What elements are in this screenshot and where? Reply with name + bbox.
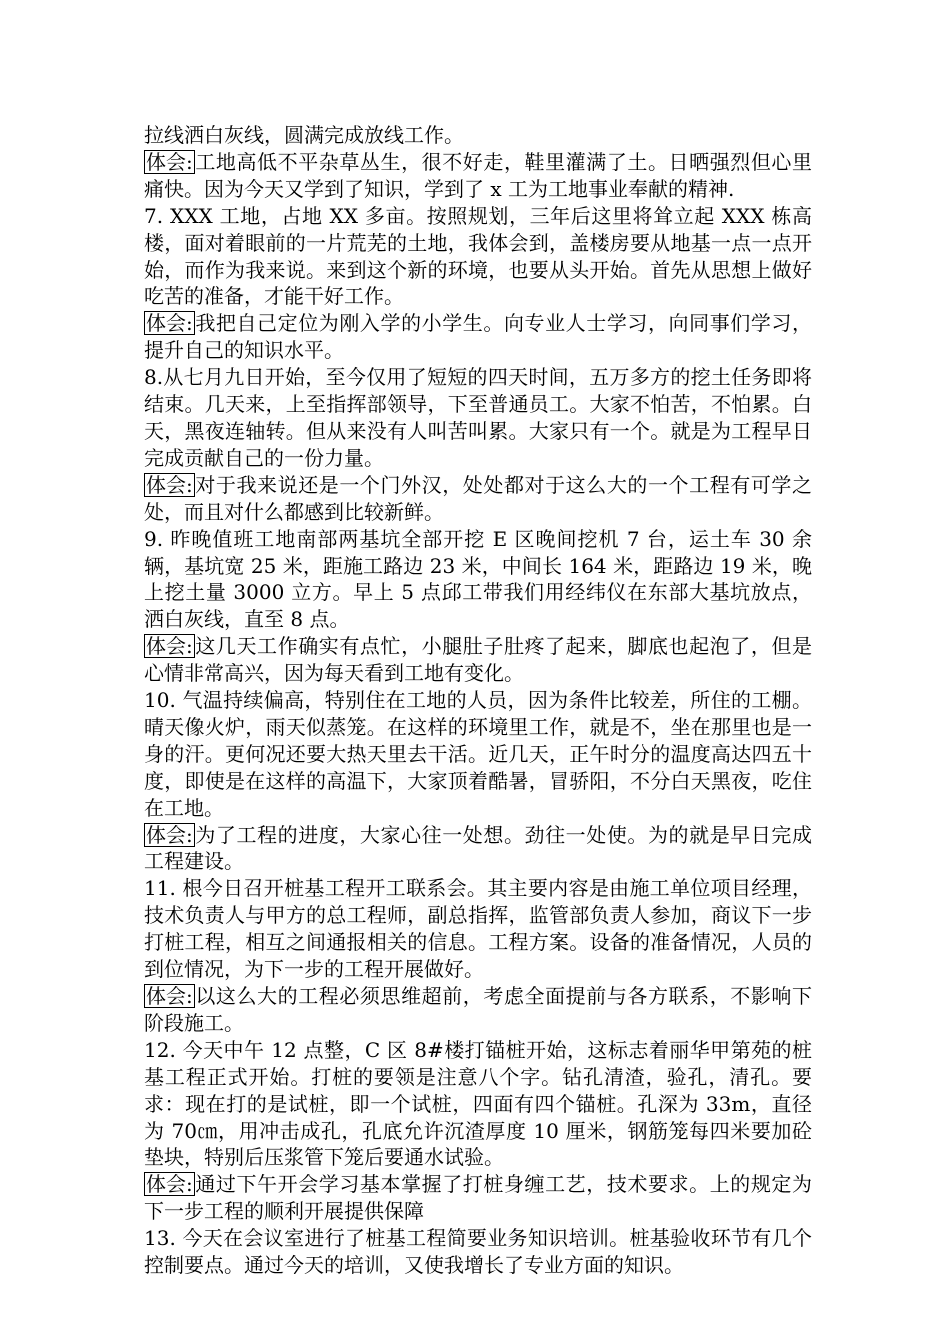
paragraph-text: 12. 今天中午 12 点整，C 区 8#楼打锚桩开始，这标志着丽华甲第苑的桩基工程正式开始。打桩的要领是注意八个字。钻孔清渣，验孔，清孔。要求：现在打的是试桩，即一个试桩，四面有四个锚桩。孔深为 33m，直径为 70㎝，用冲击成孔，孔底允许沉渣厚度 10 厘米，钢筋笼每四米要加砼垫块，特别后压浆管下笼后要通水试验。: [144, 1037, 812, 1170]
paragraph-7: [144, 203, 812, 311]
reflection-paragraph-6: [144, 983, 812, 1037]
paragraph-13: [144, 1225, 812, 1279]
paragraph-1: [144, 122, 812, 149]
reflection-label: 体会:: [146, 634, 193, 659]
paragraph-text: 13. 今天在会议室进行了桩基工程简要业务知识培训。桩基验收环节有几个控制要点。通过今天的培训，又使我增长了专业方面的知识。: [144, 1226, 812, 1278]
paragraph-9: [144, 526, 812, 634]
paragraph-text: 工地高低不平杂草丛生，很不好走，鞋里灌满了土。日晒强烈但心里痛快。因为今天又学到了知识，学到了 x 工为工地事业奉献的精神.: [144, 149, 812, 201]
paragraph-text: 拉线洒白灰线，圆满完成放线工作。: [144, 123, 464, 147]
reflection-label: 体会:: [146, 984, 193, 1008]
reflection-paragraph-7: [144, 1171, 812, 1225]
reflection-label: 体会:: [146, 311, 193, 336]
reflection-label: 体会:: [146, 472, 193, 497]
paragraph-text: 对于我来说还是一个门外汉，处处都对于这么大的一个工程有可学之处，而且对什么都感到比较新鲜。: [144, 472, 812, 524]
reflection-paragraph-5: [144, 822, 812, 876]
reflection-paragraph-3: [144, 472, 812, 526]
reflection-label: 体会:: [146, 1172, 193, 1197]
paragraph-12: [144, 1037, 812, 1172]
paragraph-text: 10. 气温持续偏高，特别住在工地的人员，因为条件比较差，所住的工棚。晴天像火炉，雨天似蒸笼。在这样的环境里工作，就是不，坐在那里也是一身的汗。更何况还要大热天里去干活。近几天，正午时分的温度高达四五十度，即使是在这样的高温下，大家顶着酷暑，冒骄阳，不分白天黑夜，吃住在工地。: [144, 688, 812, 820]
paragraph-text: 8.从七月九日开始，至今仅用了短短的四天时间，五万多方的挖土任务即将结束。几天来，上至指挥部领导，下至普通员工。大家不怕苦，不怕累。白天，黑夜连轴转。但从来没有人叫苦叫累。大家只有一个。就是为工程早日完成贡献自己的一份力量。: [144, 365, 812, 470]
paragraph-8: [144, 364, 812, 472]
reflection-label: 体会:: [146, 149, 193, 174]
paragraph-text: 这几天工作确实有点忙，小腿肚子肚疼了起来，脚底也起泡了，但是心情非常高兴，因为每天看到工地有变化。: [144, 634, 812, 686]
reflection-paragraph-4: [144, 633, 812, 687]
paragraph-text: 11. 根今日召开桩基工程开工联系会。其主要内容是由施工单位项目经理，技术负责人与甲方的总工程师，副总指挥，监管部负责人参加，商议下一步打桩工程，相互之间通报相关的信息。工程方案。设备的准备情况，人员的到位情况，为下一步的工程开展做好。: [144, 876, 812, 982]
paragraph-text: 以这么大的工程必须思维超前，考虑全面提前与各方联系，不影响下阶段施工。: [144, 984, 812, 1035]
paragraph-text: 7. XXX 工地，占地 XX 多亩。按照规划，三年后这里将耸立起 XXX 栋高楼，面对着眼前的一片荒芜的土地，我体会到，盖楼房要从地基一点一点开始，而作为我来说。来到这个新的环境，也要从头开始。首先从思想上做好吃苦的准备，才能干好工作。: [144, 203, 812, 309]
paragraph-text: 为了工程的进度，大家心往一处想。劲往一处使。为的就是早日完成工程建设。: [144, 822, 812, 874]
paragraph-10: [144, 687, 812, 822]
paragraph-text: 我把自己定位为刚入学的小学生。向专业人士学习，向同事们学习，提升自己的知识水平。: [144, 311, 812, 363]
reflection-paragraph-2: [144, 310, 812, 364]
reflection-paragraph-1: [144, 149, 812, 203]
reflection-label: 体会:: [146, 822, 193, 847]
paragraph-text: 9. 昨晚值班工地南部两基坑全部开挖 E 区晚间挖机 7 台，运土车 30 余辆，基坑宽 25 米，距施工路边 23 米，中间长 164 米，距路边 19 米，晚上挖土量 3000 立方。早上 5 点邱工带我们用经纬仪在东部大基坑放点，洒白灰线，直至 8 点。: [144, 526, 812, 632]
paragraph-11: [144, 875, 812, 983]
paragraph-text: 通过下午开会学习基本掌握了打桩身缠工艺，技术要求。上的规定为下一步工程的顺利开展提供保障: [144, 1172, 812, 1224]
document-body: [144, 122, 812, 1279]
